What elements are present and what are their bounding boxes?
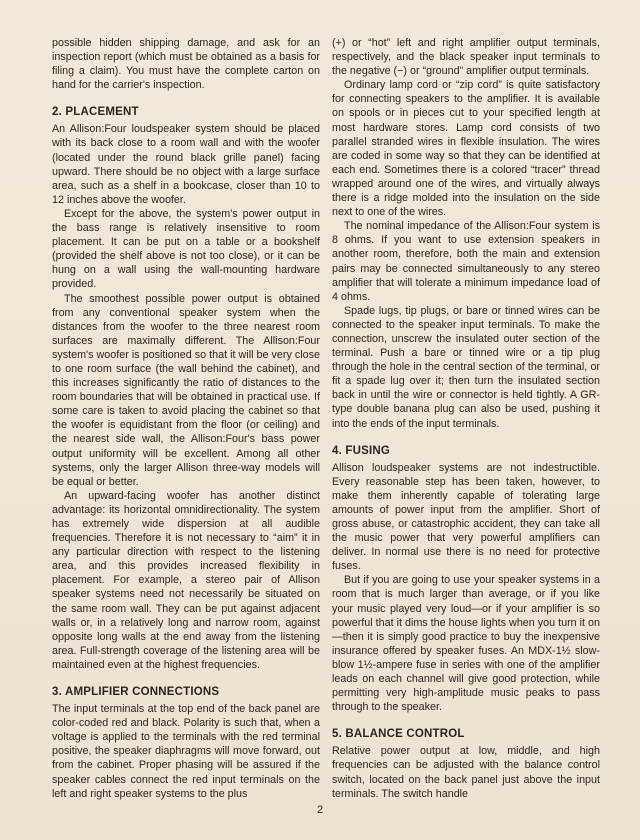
page-number: 2 (316, 804, 324, 816)
paragraph: Spade lugs, tip plugs, or bare or tinned wires can be connected to the speaker input terminals. To make the connection, unscrew the insulated outer section of the terminal. Push a bare or tinned wire or a tip plug through the hole in the central section of the terminal, or fit a spade lug over it; then turn the insulated section back in until the wire or connector is held tightly. A GR-type double banana plug can also be used, pushing it into the ends of the input terminals. (332, 304, 600, 430)
paragraph: The nominal impedance of the Allison:Four system is 8 ohms. If you want to use extension speakers in another room, therefore, both the main and extension pairs may be connected simultaneously to any stereo amplifier that will tolerate a minimum impedance load of 4 ohms. (332, 220, 600, 303)
section-heading-placement: 2. PLACEMENT (52, 106, 139, 119)
section-heading-fusing: 4. FUSING (332, 444, 391, 457)
left-column (52, 36, 320, 801)
paragraph: The input terminals at the top end of the back panel are color-coded red and black. Polarity is such that, when a voltage is applied to the terminals with the red terminal positive, the speaker diaphragms will move forward, out from the cabinet. Proper phasing will be assured if the speaker cables connect the red input terminals on the left and right speaker systems to the plus (52, 703, 320, 800)
paragraph: Except for the above, the system's power output in the bass range is relatively insensitive to room placement. It can be put on a table or a bookshelf (provided the shelf above is not too close), or it can be hung on a wall using the wall-mounting hardware provided. (52, 207, 320, 291)
section-heading-amplifier-connections: 3. AMPLIFIER CONNECTIONS (52, 686, 220, 699)
paragraph: Allison loudspeaker systems are not indestructible. Every reasonable step has been taken, however, to make them inherently capable of tolerating large amounts of power input from the amplifier. Short of gross abuse, or catastrophic accident, they can take all the music power that very powerful amplifiers can deliver. In normal use there is no need for protective fuses. (332, 461, 600, 573)
section-heading-balance-control: 5. BALANCE CONTROL (332, 728, 465, 741)
paragraph: Ordinary lamp cord or “zip cord” is quite satisfactory for connecting speakers to the amplifier. It is available on spools or in pieces cut to your specified length at most hardware stores. Lamp cord consists of two parallel stranded wires in flexible insulation. The wires are coded in some way so that they can be identified at each end. Sometimes there is a colored “tracer” thread wrapped around one of the wires, and virtually always there is a ridge molded into the insulation on the side next to one of the wires. (332, 79, 600, 219)
paragraph: The smoothest possible power output is obtained from any conventional speaker system when the distances from the woofer to the three nearest room surfaces are maximally different. The Allison:Four system's woofer is positioned so that it will be very close to one room surface (the wall behind the cabinet), and this increases significantly the ratio of distances to the room boundaries that will be obtained in practical use. If some care is taken to avoid placing the cabinet so that the woofer is equidistant from the floor (or ceiling) and the nearest side wall, the Allison:Four's bass power output uniformity will be excellent. Among all other systems, only the larger Allison three-way models will be equal or better. (52, 292, 320, 488)
paragraph: Relative power output at low, middle, and high frequencies can be adjusted with the balance control switch, located on the back panel just above the input terminals. The switch handle (332, 745, 600, 800)
paragraph: An upward-facing woofer has another distinct advantage: its horizontal omnidirectionality. The system has extremely wide dispersion at all audible frequencies. Therefore it is not necessary to “aim” it in any particular direction with respect to the listening area, and this provides increased flexibility in placement. For example, a stereo pair of Allison speaker systems need not necessarily be situated on the same room wall. They can be put against adjacent walls or, in a relatively long and narrow room, against opposite long walls at the end away from the listening area. Full-strength coverage of the listening area will be maintained even at the highest frequencies. (52, 489, 320, 671)
paragraph: But if you are going to use your speaker systems in a room that is much larger than average, or if you like your music played very loud—or if your amplifier is so powerful that it dims the house lights when you turn it on—then it is simply good practice to buy the inexpensive insurance offered by speaker fuses. An MDX-1½ slow-blow 1½-ampere fuse in series with one of the amplifier leads on each channel will give good protection, while permitting very high-amplitude music peaks to pass through to the speaker. (332, 574, 600, 714)
paragraph: An Allison:Four loudspeaker system should be placed with its back close to a room wall and with the woofer (located under the round black grille panel) facing upward. There should be no object with a large surface area, such as a shelf in a bookcase, closer than 10 to 12 inches above the woofer. (52, 123, 320, 206)
paragraph: (+) or “hot” left and right amplifier output terminals, respectively, and the black speaker input terminals to the negative (−) or “ground” amplifier output terminals. (332, 37, 600, 78)
right-column (332, 36, 600, 801)
paragraph: possible hidden shipping damage, and ask for an inspection report (which must be obtained as a basis for filing a claim). You must have the complete carton on hand for the carrier's inspection. (52, 37, 320, 92)
